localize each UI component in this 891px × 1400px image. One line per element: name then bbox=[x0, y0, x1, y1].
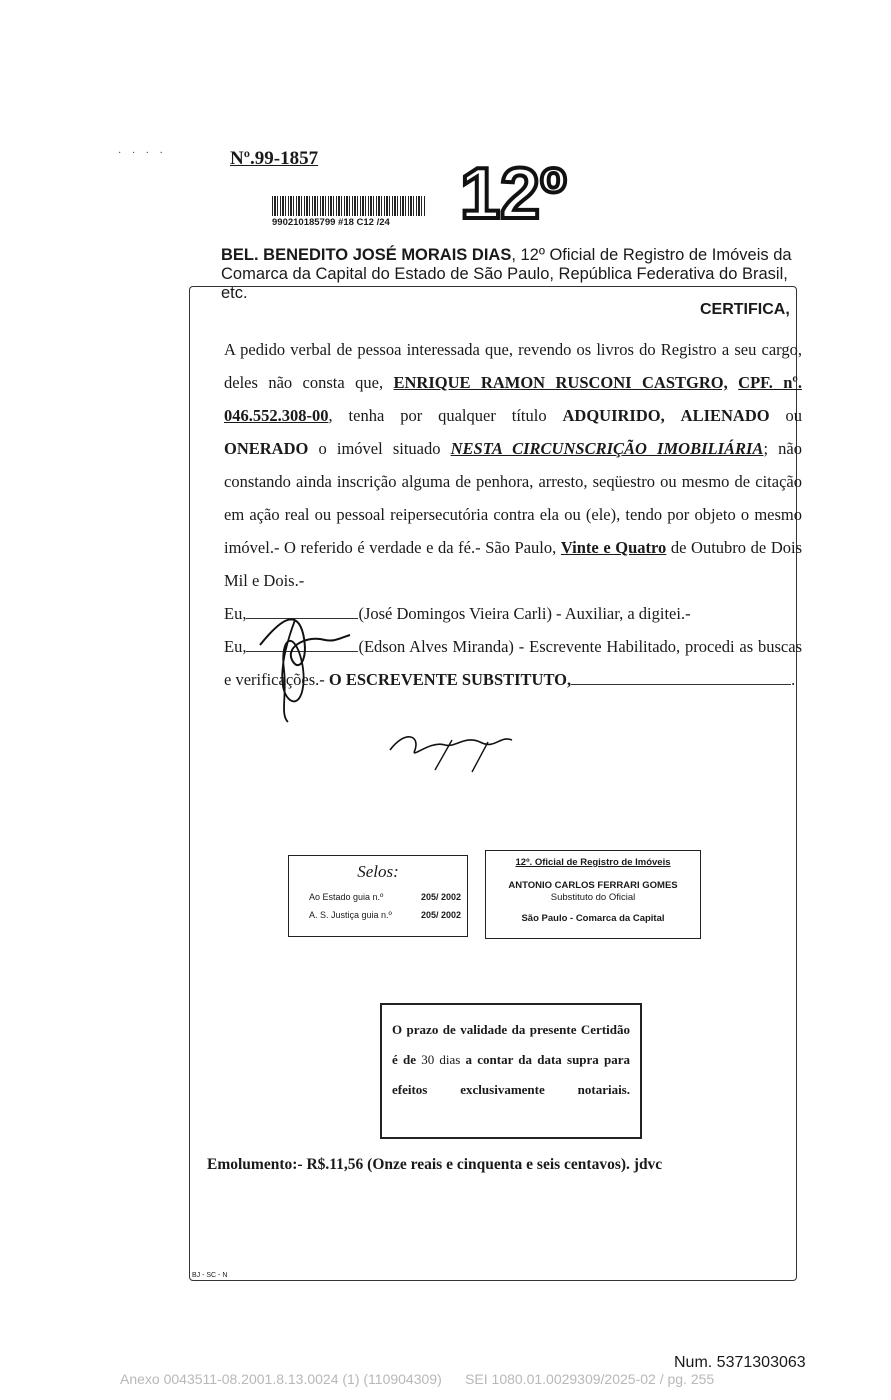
selos-row-1-value: 205/ 2002 bbox=[421, 892, 462, 902]
selos-row-2-value: 205/ 2002 bbox=[421, 910, 462, 920]
selos-row-1-label: Ao Estado guia n.º bbox=[309, 892, 384, 902]
certificate-date: Vinte e Quatro bbox=[560, 538, 667, 557]
official-stamp-name: ANTONIO CARLOS FERRARI GOMES bbox=[508, 880, 678, 891]
barcode-text: 990210185799 #18 C12 /24 bbox=[272, 217, 390, 228]
signature-line-3 bbox=[571, 670, 791, 685]
body-text-4: o imóvel situado bbox=[308, 439, 451, 458]
handwritten-signatures bbox=[240, 600, 560, 790]
typist-line: (José Domingos Vieira Carli) - Auxiliar, a digitei.- bbox=[358, 604, 691, 623]
body-text-3: ou bbox=[769, 406, 803, 425]
selos-title: Selos: bbox=[357, 862, 399, 881]
official-stamp-role: Substituto do Oficial bbox=[550, 892, 636, 903]
property-location: NESTA CIRCUNSCRIÇÃO IMOBILIÁRIA bbox=[450, 439, 764, 458]
scan-specks: · · · · bbox=[118, 148, 167, 159]
barcode-bars bbox=[272, 196, 426, 216]
eu-1: Eu, bbox=[224, 604, 247, 623]
body-text-1: A pedido verbal de pessoa interessada que, revendo os livros do Registro a seu cargo, deles não consta que, bbox=[224, 340, 802, 392]
validity-text-b: a contar da data supra para efeitos exclusivamente notariais. bbox=[392, 1052, 630, 1097]
annex-footer: Anexo 0043511-08.2001.8.13.0024 (1) (110904309) SEI 1080.01.0029309/2025-02 / pg. 255 bbox=[120, 1371, 715, 1387]
emolumento-line: Emolumento:- R$.11,56 (Onze reais e cinquenta e seis centavos). jdvc bbox=[207, 1156, 663, 1173]
word-adquirido: ADQUIRIDO, bbox=[562, 406, 665, 425]
registry-logo bbox=[458, 150, 578, 235]
clerk-line: (Edson Alves Miranda) - Escrevente Habilitado, procedi as buscas e verificações.- bbox=[224, 637, 802, 689]
official-stamp bbox=[485, 850, 701, 939]
selos-stamp bbox=[288, 855, 468, 937]
logo-text: 12º bbox=[460, 154, 567, 230]
official-title: , 12º Oficial de Registro de Imóveis da Comarca da Capital do Estado de São Paulo, República Federativa do Brasil, etc. bbox=[221, 246, 792, 302]
official-stamp-place: São Paulo - Comarca da Capital bbox=[521, 913, 665, 924]
form-code: BJ - SC - N bbox=[192, 1272, 228, 1279]
certifica-heading: CERTIFICA, bbox=[700, 301, 790, 318]
document-number: Nº.99-1857 bbox=[230, 148, 319, 169]
validity-box bbox=[380, 1003, 642, 1139]
body-text-2: , tenha por qualquer título bbox=[328, 406, 563, 425]
word-alienado: ALIENADO bbox=[680, 406, 770, 425]
eu-2: Eu, bbox=[224, 637, 247, 656]
person-name: ENRIQUE RAMON RUSCONI CASTGRO, bbox=[393, 373, 728, 392]
document-num: Num. 5371303063 bbox=[674, 1354, 806, 1371]
body-text-6: de Outubro de Dois Mil e Dois.- bbox=[224, 538, 802, 590]
escrevente-label: O ESCREVENTE SUBSTITUTO, bbox=[328, 670, 572, 689]
barcode bbox=[272, 196, 426, 228]
person-cpf: CPF. nº. 046.552.308-00 bbox=[224, 373, 803, 425]
word-onerado: ONERADO bbox=[224, 439, 309, 458]
official-stamp-title: 12º. Oficial de Registro de Imóveis bbox=[515, 857, 671, 868]
selos-row-2-label: A. S. Justiça guia n.º bbox=[309, 910, 392, 920]
body-text-5: ; não constando ainda inscrição alguma de penhora, arresto, seqüestro ou mesmo de citação em ação real ou pessoal reipersecutória contra ela ou (ele), tendo por objeto o mesmo imóvel.- O referido é verdade e da fé.- São Paulo, bbox=[224, 439, 802, 557]
validity-text-a: O prazo de validade da presente Certidão é de bbox=[392, 1022, 630, 1067]
official-name: BEL. BENEDITO JOSÉ MORAIS DIAS bbox=[221, 246, 512, 264]
certificate-body: A pedido verbal de pessoa interessada que, revendo os livros do Registro a seu cargo, deles não consta que, ENRIQUE RAMON RUSCONI CASTGRO, CPF. nº. 046.552.308-00, tenha por qualquer título ADQUIRIDO, ALIENADO ou ONERADO o imóvel situado NESTA CIRCUNSCRIÇÃO IMOBILIÁRIA; não constando ainda inscrição alguma de penhora, arresto, seqüestro ou mesmo de citação em ação real ou pessoal reipersecutória contra ela ou (ele), tendo por objeto o mesmo imóvel.- O referido é verdade e da fé.- São Paulo, Vinte e Quatro de Outubro de Dois Mil e Dois.- Eu, (José Domingos Vieira Carli) - Auxiliar, a digitei.- Eu, (Edson Alves Miranda) - Escrevente Habilitado, procedi as buscas e verificações.- O ESCREVENTE SUBSTITUTO, . bbox=[224, 340, 803, 689]
validity-days: 30 dias bbox=[421, 1052, 461, 1067]
